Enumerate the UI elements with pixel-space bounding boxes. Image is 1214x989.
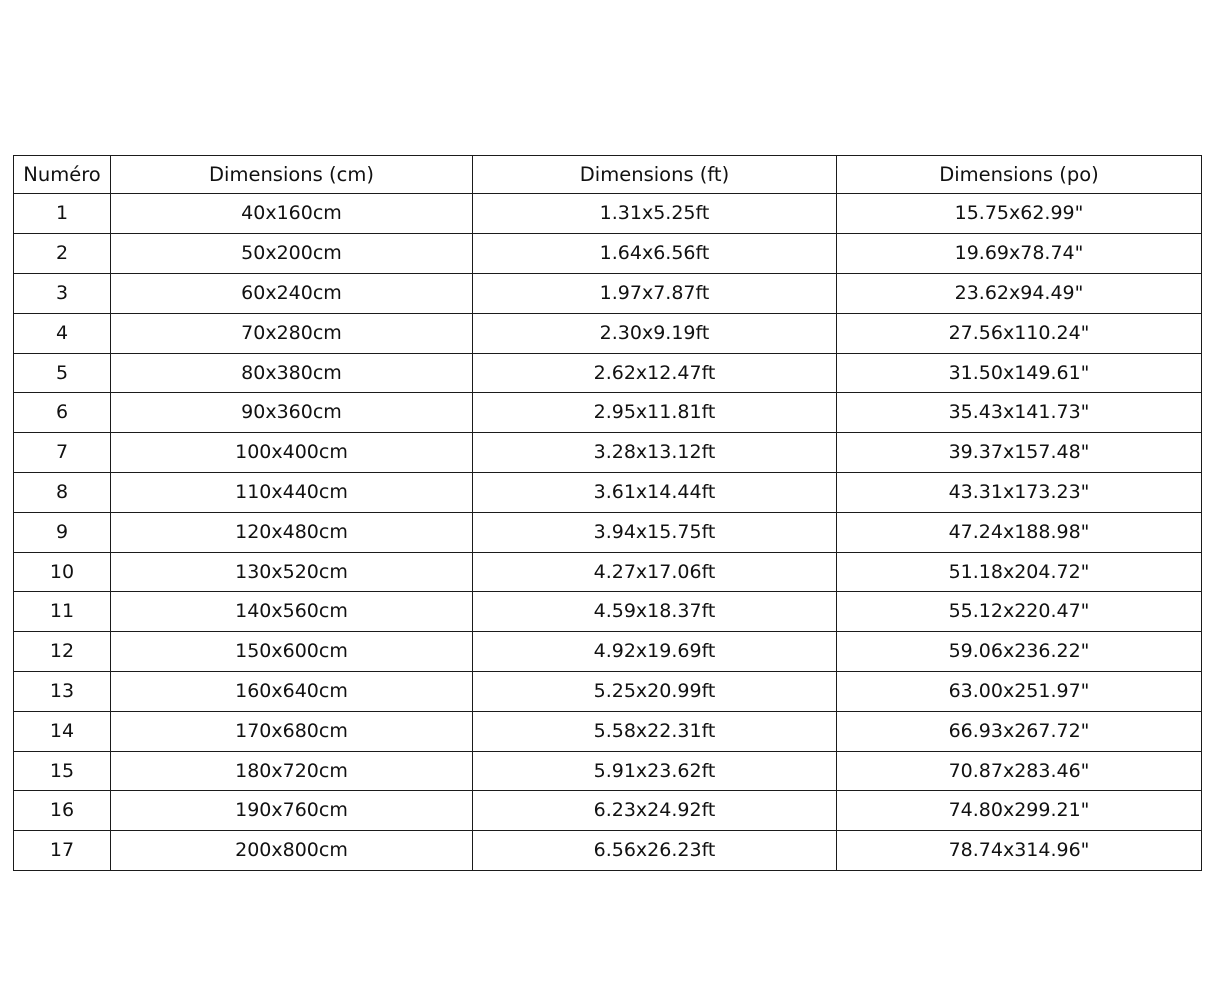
cell-dimensions-po: 59.06x236.22" [837,632,1202,672]
cell-dimensions-ft: 3.94x15.75ft [473,512,837,552]
table-row [14,234,1202,274]
cell-dimensions-cm: 130x520cm [111,552,473,592]
cell-dimensions-po: 47.24x188.98" [837,512,1202,552]
cell-dimensions-po: 23.62x94.49" [837,273,1202,313]
cell-numero: 2 [14,234,111,274]
cell-dimensions-po: 39.37x157.48" [837,433,1202,473]
cell-dimensions-po: 43.31x173.23" [837,472,1202,512]
cell-dimensions-cm: 40x160cm [111,194,473,234]
cell-dimensions-cm: 80x380cm [111,353,473,393]
cell-dimensions-cm: 120x480cm [111,512,473,552]
cell-dimensions-po: 66.93x267.72" [837,711,1202,751]
table-body [14,194,1202,871]
cell-dimensions-cm: 160x640cm [111,671,473,711]
cell-numero: 16 [14,791,111,831]
cell-numero: 12 [14,632,111,672]
cell-dimensions-ft: 4.92x19.69ft [473,632,837,672]
cell-numero: 1 [14,194,111,234]
table-header [14,156,1202,194]
cell-dimensions-ft: 1.64x6.56ft [473,234,837,274]
cell-dimensions-po: 78.74x314.96" [837,831,1202,871]
cell-numero: 3 [14,273,111,313]
cell-dimensions-po: 35.43x141.73" [837,393,1202,433]
table-row [14,472,1202,512]
cell-dimensions-cm: 200x800cm [111,831,473,871]
table-row [14,671,1202,711]
dimensions-table [13,155,1202,871]
table-row [14,194,1202,234]
table-row [14,273,1202,313]
cell-dimensions-ft: 4.27x17.06ft [473,552,837,592]
cell-dimensions-cm: 70x280cm [111,313,473,353]
cell-numero: 8 [14,472,111,512]
table-row [14,512,1202,552]
cell-dimensions-po: 55.12x220.47" [837,592,1202,632]
column-header-dimensions-po: Dimensions (po) [837,156,1202,194]
table-row [14,632,1202,672]
cell-dimensions-cm: 180x720cm [111,751,473,791]
cell-dimensions-cm: 60x240cm [111,273,473,313]
cell-dimensions-po: 19.69x78.74" [837,234,1202,274]
table-row [14,711,1202,751]
cell-dimensions-ft: 5.58x22.31ft [473,711,837,751]
cell-dimensions-ft: 6.56x26.23ft [473,831,837,871]
cell-dimensions-ft: 2.95x11.81ft [473,393,837,433]
cell-numero: 10 [14,552,111,592]
cell-dimensions-cm: 150x600cm [111,632,473,672]
table-header-row [14,156,1202,194]
cell-numero: 6 [14,393,111,433]
cell-numero: 5 [14,353,111,393]
cell-numero: 14 [14,711,111,751]
cell-dimensions-cm: 90x360cm [111,393,473,433]
cell-dimensions-ft: 2.62x12.47ft [473,353,837,393]
column-header-numero: Numéro [14,156,111,194]
cell-dimensions-ft: 1.97x7.87ft [473,273,837,313]
cell-numero: 4 [14,313,111,353]
column-header-dimensions-cm: Dimensions (cm) [111,156,473,194]
cell-dimensions-cm: 140x560cm [111,592,473,632]
cell-numero: 7 [14,433,111,473]
cell-dimensions-ft: 3.61x14.44ft [473,472,837,512]
cell-dimensions-ft: 5.91x23.62ft [473,751,837,791]
cell-numero: 15 [14,751,111,791]
cell-dimensions-ft: 5.25x20.99ft [473,671,837,711]
table-row [14,433,1202,473]
cell-dimensions-po: 27.56x110.24" [837,313,1202,353]
cell-dimensions-ft: 6.23x24.92ft [473,791,837,831]
cell-dimensions-ft: 2.30x9.19ft [473,313,837,353]
cell-numero: 9 [14,512,111,552]
table-row [14,831,1202,871]
table-row [14,313,1202,353]
cell-numero: 13 [14,671,111,711]
column-header-dimensions-ft: Dimensions (ft) [473,156,837,194]
table-row [14,552,1202,592]
cell-dimensions-ft: 4.59x18.37ft [473,592,837,632]
cell-dimensions-po: 51.18x204.72" [837,552,1202,592]
cell-dimensions-ft: 1.31x5.25ft [473,194,837,234]
cell-dimensions-po: 31.50x149.61" [837,353,1202,393]
cell-numero: 11 [14,592,111,632]
table-row [14,791,1202,831]
dimensions-table-container [13,155,1201,871]
table-row [14,353,1202,393]
cell-dimensions-po: 15.75x62.99" [837,194,1202,234]
cell-dimensions-po: 70.87x283.46" [837,751,1202,791]
cell-numero: 17 [14,831,111,871]
cell-dimensions-cm: 170x680cm [111,711,473,751]
cell-dimensions-po: 63.00x251.97" [837,671,1202,711]
cell-dimensions-cm: 190x760cm [111,791,473,831]
table-row [14,751,1202,791]
cell-dimensions-po: 74.80x299.21" [837,791,1202,831]
table-row [14,592,1202,632]
cell-dimensions-cm: 100x400cm [111,433,473,473]
cell-dimensions-cm: 50x200cm [111,234,473,274]
cell-dimensions-ft: 3.28x13.12ft [473,433,837,473]
cell-dimensions-cm: 110x440cm [111,472,473,512]
table-row [14,393,1202,433]
